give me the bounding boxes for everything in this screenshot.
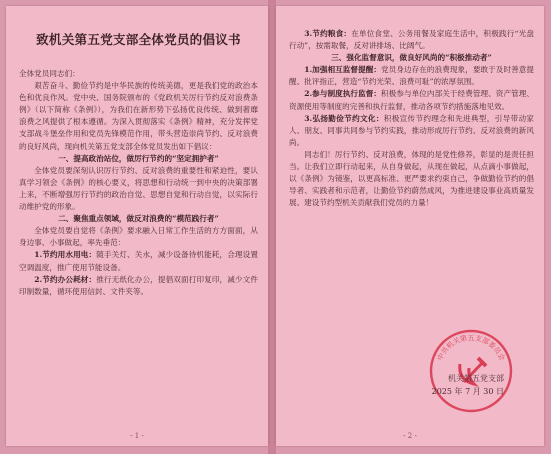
closing-paragraph: 同志们！厉行节约、反对浪费，体现的是党性修养，彰显的是责任担当。让我们立即行动起来，从自身做起，从现在做起，从点滴小事做起，以《条例》为镜鉴，以更高标准、更严要求约束自己，争做勤俭节约的倡导者、实践者和示范者，让勤俭节约蔚然成风，为推进建设事业高质量发展、建设节约型机关贡献我们党员的力量！	[289, 149, 534, 208]
section-2-body: 全体党员要自觉将《条例》要求融入日常工作生活的方方面面，从身边事、小事做起，率先垂范：	[19, 226, 258, 248]
list-item	[289, 88, 534, 112]
left-body	[19, 68, 258, 298]
salutation: 全体党员同志们：	[19, 69, 80, 78]
section-3-heading: 三、强化监督意识，做良好风尚的“积极推动者”	[331, 53, 492, 63]
item-text: 积极参与单位内部关于经费管理、资产管理、资源使用等制度的完善和执行监督，推动各项节约措施落地见效。	[289, 89, 534, 111]
item-label: 3.弘扬勤俭节约文化：	[304, 113, 384, 123]
signature-organization: 机关第五党支部	[448, 374, 504, 383]
page-number-1: - 1 -	[130, 432, 144, 440]
list-item	[289, 113, 534, 149]
signature-block	[432, 372, 504, 398]
section-1-body: 全体党员要深刻认识厉行节约、反对浪费的重要性和紧迫性，要认真学习领会《条例》的核心要义，将思想和行动统一到中央的决策部署上来，不断增强厉行节约的政治自觉、思想自觉和行动自觉，以实际行动维护党的形象。	[19, 165, 258, 212]
right-body	[289, 28, 534, 209]
party-seal-stamp	[428, 328, 514, 414]
page-right	[276, 6, 544, 446]
page-gutter	[268, 0, 276, 454]
item-label: 2.参与制度执行监督：	[304, 89, 382, 99]
page-left	[6, 6, 268, 446]
item-label: 3.节约粮食：	[304, 29, 352, 38]
item-text: 随手关灯、关水，减少设备待机能耗，合理设置空调温度，推广使用节能设备。	[19, 250, 258, 272]
list-item	[19, 249, 258, 273]
seal-text: 中共机关第五支部委员会	[436, 333, 506, 362]
list-item	[19, 274, 258, 298]
item-text: 在单位食堂、公务用餐及家庭生活中，积极践行“光盘行动”，按需取餐，反对讲排场、比阔气。	[289, 29, 534, 51]
item-text: 积极宣传节约理念和先进典型，引导带动家人、朋友、同事共同参与节约实践，推动形成厉行节约、反对浪费的新风尚。	[289, 113, 534, 147]
list-item	[289, 64, 534, 88]
page-number-2: - 2 -	[403, 432, 417, 440]
section-1-heading: 一、提高政治站位，做厉行节约的“坚定拥护者”	[58, 153, 219, 163]
document-title: 致机关第五党支部全体党员的倡议书	[36, 32, 241, 47]
item-label: 1.加强相互监督提醒：	[304, 65, 382, 75]
item-label: 2.节约办公耗材：	[34, 274, 97, 284]
list-item	[289, 28, 534, 52]
signature-date: 2025 年 7 月 30 日	[431, 387, 504, 396]
item-text: 党员身边存在的浪费现象，要敢于及时善意提醒、批评指正，营造“节约光荣、浪费可耻”的浓厚氛围。	[289, 65, 534, 87]
section-2-heading: 二、聚焦重点领域，做反对浪费的“模范践行者”	[58, 214, 219, 224]
item-label: 1.节约用水用电：	[34, 250, 97, 260]
intro-paragraph: 艰苦奋斗、勤俭节约是中华民族的传统美德，更是我们党的政治本色和优良作风。党中央、国务院颁布的《党政机关厉行节约反对浪费条例》（以下简称《条例》），为我们在新形势下弘扬优良传统、做到奢靡浪费之风提供了根本遵循。为深入贯彻落实《条例》精神，充分发挥党支部战斗堡垒作用和党员先锋模范作用，带头营造崇尚节约、反对浪费的良好风尚，现向机关第五党支部全体党员发出如下倡议：	[19, 81, 258, 151]
item-text: 推行无纸化办公，提倡双面打印复印，减少文件印制数量，循环使用信封、文件夹等。	[19, 274, 258, 296]
